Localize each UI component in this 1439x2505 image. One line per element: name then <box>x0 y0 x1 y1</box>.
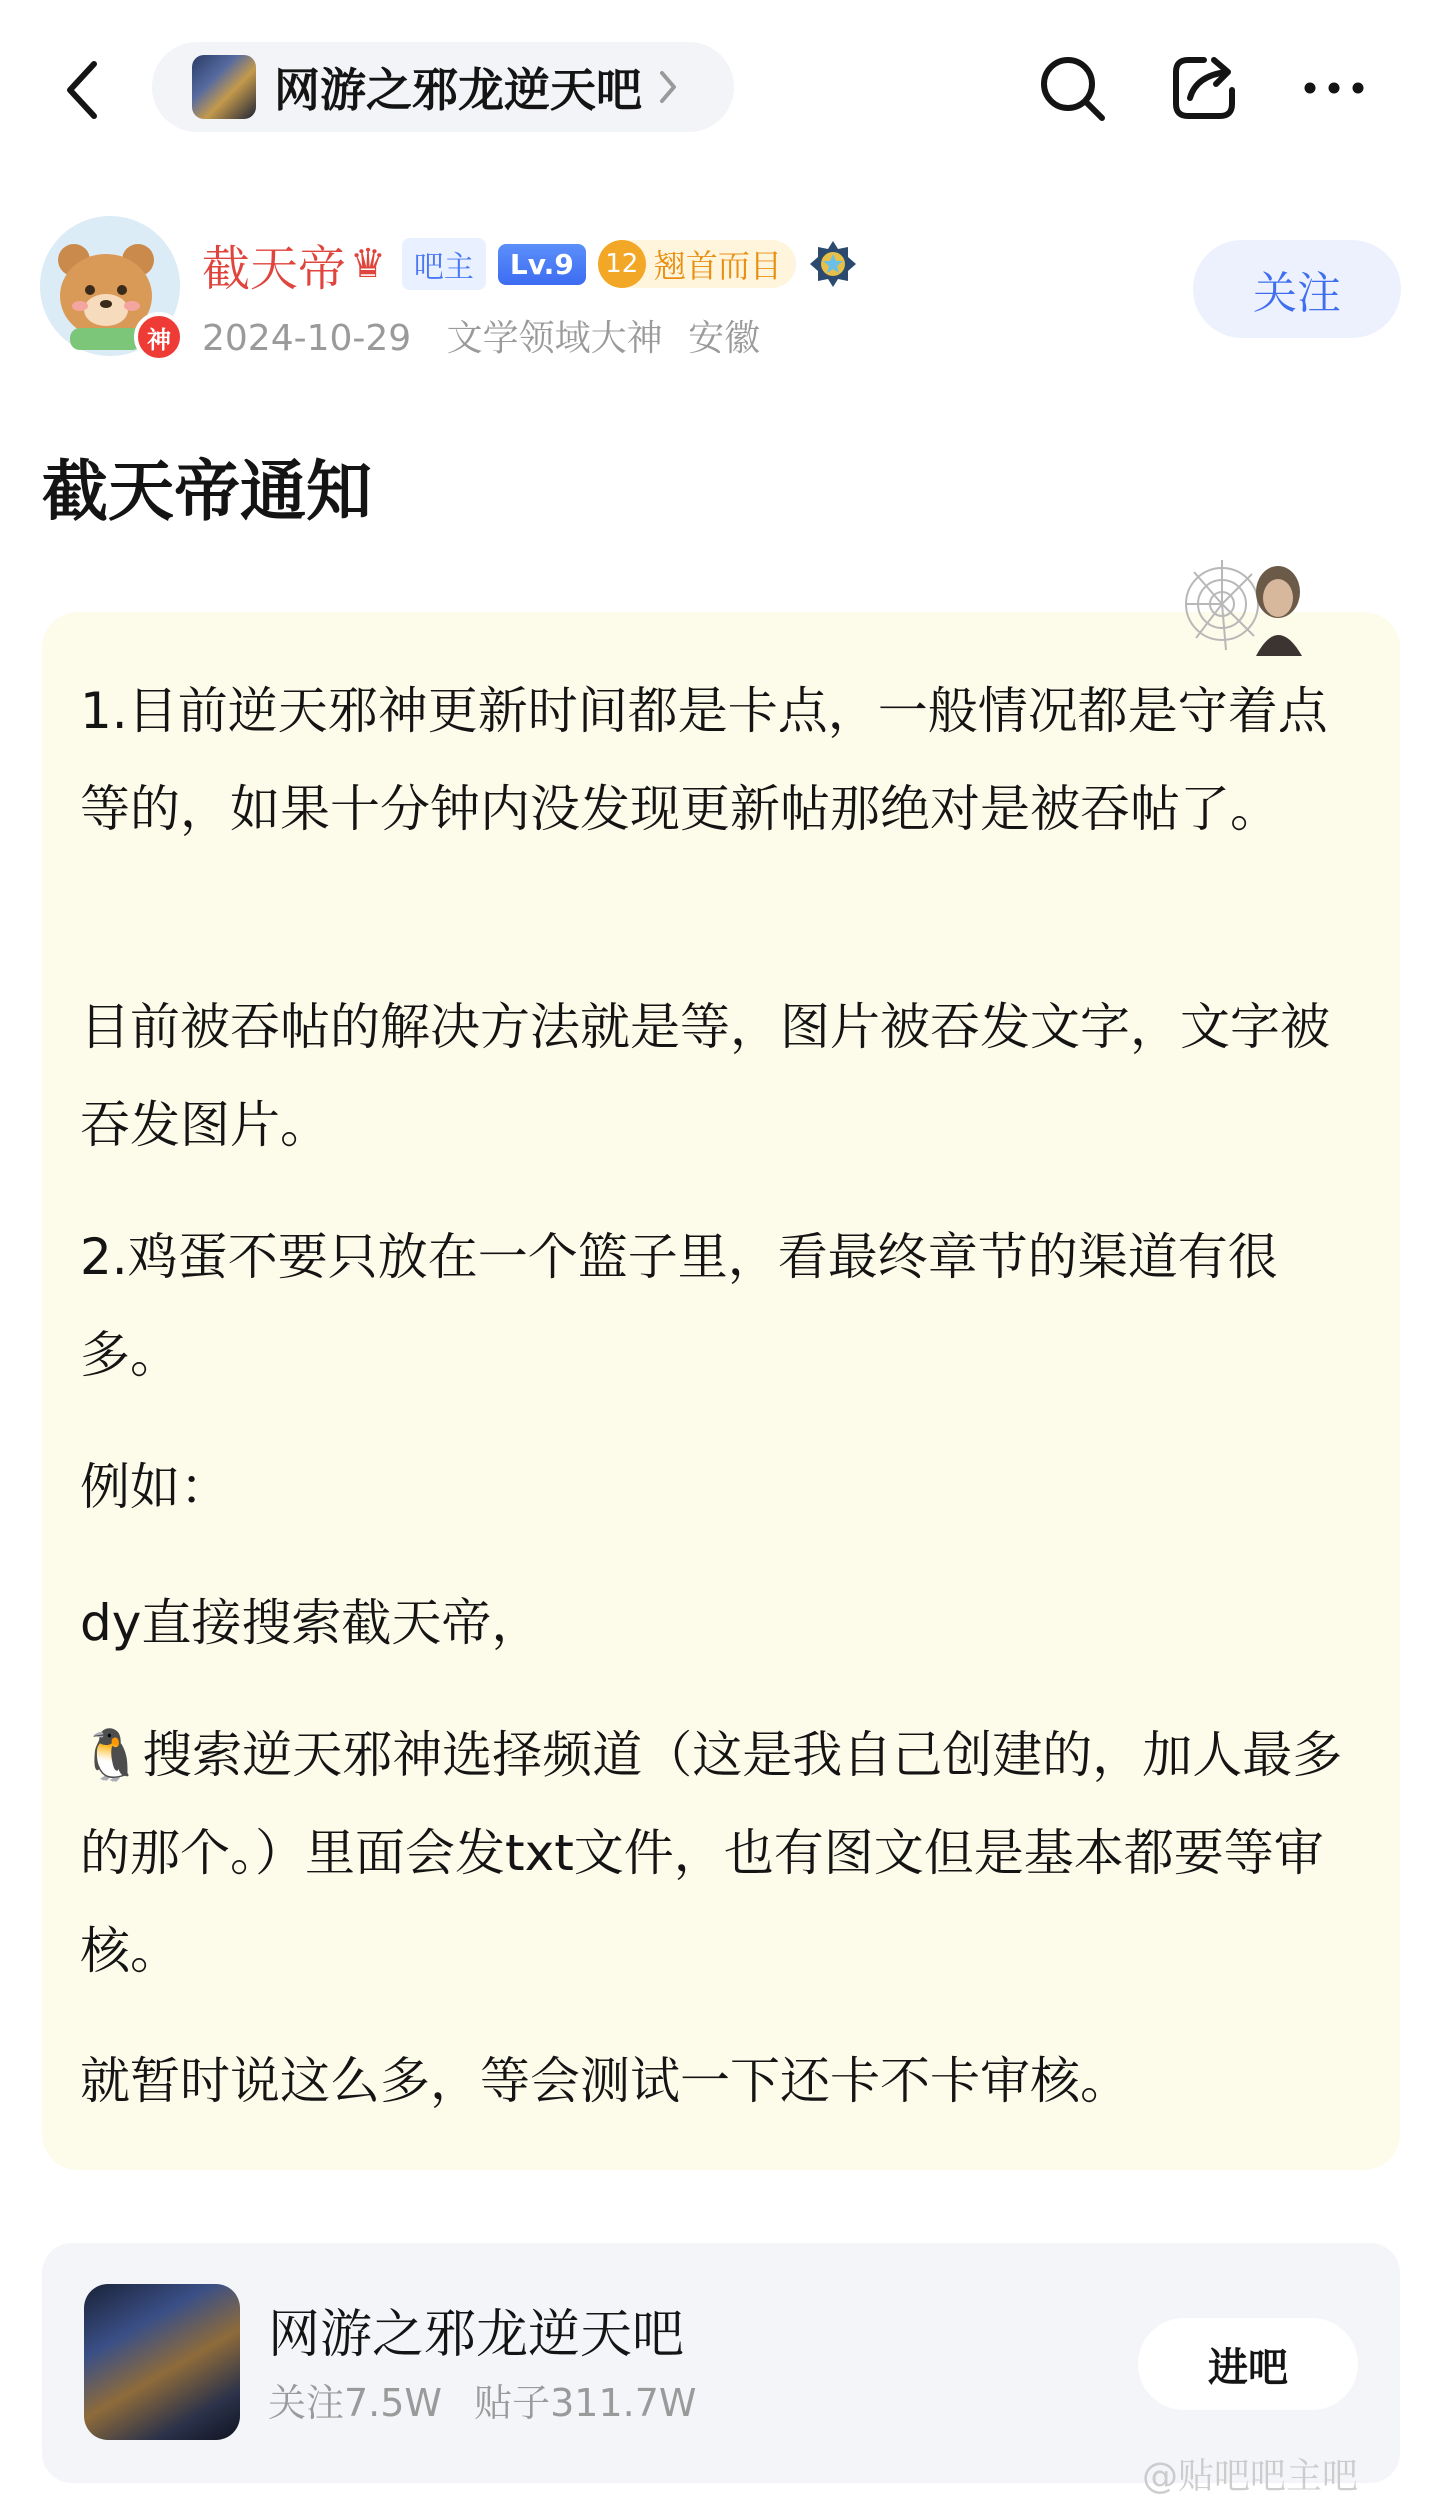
more-dots-icon <box>1298 52 1370 124</box>
author-title: 文学领域大神 <box>446 318 663 359</box>
author-name[interactable]: 截天帝 <box>202 240 347 297</box>
forum-card-name: 网游之邪龙逆天吧 <box>268 2305 685 2365</box>
search-button[interactable] <box>1034 50 1110 126</box>
avatar-badge: 神 <box>134 312 184 362</box>
post-paragraph: 就暂时说这么多，等会测试一下还卡不卡审核。 <box>80 2052 1130 2110</box>
honor-level: 12 <box>598 240 646 288</box>
admin-tag: 吧主 <box>402 238 486 290</box>
medal-icon <box>808 239 858 289</box>
chevron-left-icon <box>62 58 102 122</box>
author-location: 安徽 <box>688 318 761 359</box>
level-tag: Lv.9 <box>498 244 586 285</box>
enter-forum-button[interactable]: 进吧 <box>1138 2318 1358 2410</box>
forum-name: 网游之邪龙逆天吧 <box>274 63 642 117</box>
crown-icon: ♛ <box>350 241 386 287</box>
author-meta <box>202 310 760 361</box>
share-button[interactable] <box>1166 50 1242 126</box>
watermark: @贴吧吧主吧 <box>1142 2456 1359 2497</box>
post-paragraph: 1.目前逆天邪神更新时间都是卡点，一般情况都是守着点等的，如果十分钟内没发现更新帖那绝对是被吞帖了。 <box>80 682 1328 838</box>
post-paragraph: dy直接搜索截天帝， <box>80 1594 542 1652</box>
search-icon <box>1036 52 1108 124</box>
forum-card-thumbnail <box>84 2284 240 2440</box>
post-paragraph: 2.鸡蛋不要只放在一个篮子里，看最终章节的渠道有很多。 <box>80 1228 1278 1384</box>
forum-entry-pill[interactable] <box>152 42 734 132</box>
post-title: 截天帝通知 <box>42 453 372 530</box>
chevron-right-icon <box>658 67 682 107</box>
spiderweb-decoration-icon <box>1182 552 1310 656</box>
honor-title: 翘首而目 <box>653 247 782 285</box>
forum-thumbnail <box>192 55 256 119</box>
post-paragraph: 例如： <box>80 1458 230 1516</box>
post-paragraph: 目前被吞帖的解决方法就是等，图片被吞发文字，文字被吞发图片。 <box>80 998 1330 1154</box>
follow-button[interactable]: 关注 <box>1193 240 1401 338</box>
share-icon <box>1168 52 1240 124</box>
author-line <box>202 230 858 298</box>
post-date: 2024-10-29 <box>202 318 412 359</box>
more-button[interactable] <box>1296 50 1372 126</box>
back-button[interactable] <box>58 54 106 126</box>
honor-tag <box>598 240 796 288</box>
post-paragraph: 🐧搜索逆天邪神选择频道（这是我自己创建的，加人最多的那个。）里面会发txt文件，也有图文但是基本都要等审核。 <box>80 1726 1343 1980</box>
top-nav-bar <box>0 0 1439 180</box>
forum-posts: 贴子311.7W <box>474 2381 697 2425</box>
forum-followers: 关注7.5W <box>268 2381 443 2425</box>
forum-card-stats <box>268 2372 696 2427</box>
